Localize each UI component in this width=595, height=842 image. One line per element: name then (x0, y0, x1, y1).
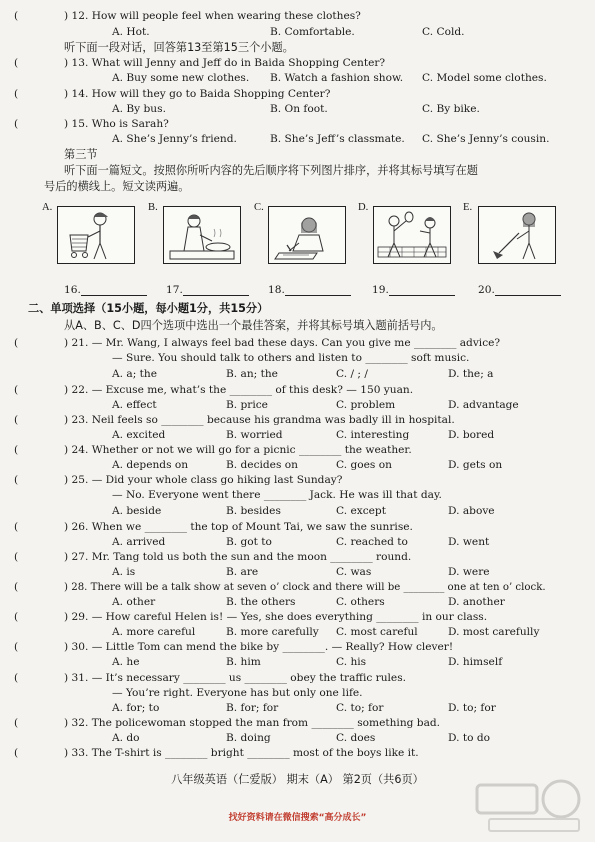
q14-option-c: C. By bike. (422, 103, 480, 115)
blank-19[interactable]: 19. (372, 284, 455, 296)
dialog-intro: 听下面一段对话，回答第13至第15三个小题。 (64, 41, 294, 54)
blank-16[interactable]: 16. (64, 284, 147, 296)
q21-option-d: D. the; a (448, 368, 494, 380)
q30-option-c: C. his (336, 656, 367, 668)
answer-paren: ( (14, 717, 19, 729)
question-21-stem-2: — Sure. You should talk to others and listen to ________ soft music. (112, 352, 470, 364)
question-15-stem: ) 15. Who is Sarah? (64, 118, 169, 130)
blank-18[interactable]: 18. (268, 284, 351, 296)
q26-option-d: D. went (448, 536, 490, 548)
q24-option-b: B. decides on (226, 459, 298, 471)
q22-option-a: A. effect (112, 399, 157, 411)
q25-option-a: A. beside (112, 505, 162, 517)
question-28-stem: ) 28. There will be a talk show at seven o’ clock and there will be ________ one at ten o’ clock. (64, 582, 546, 593)
answer-paren: ( (14, 611, 19, 623)
q22-option-b: B. price (226, 399, 268, 411)
cooking-illustration (164, 207, 240, 263)
promo-banner: 找好资料请在微信搜索“高分成长” (228, 813, 367, 823)
q14-option-b: B. On foot. (270, 103, 328, 115)
answer-paren: ( (14, 384, 19, 396)
shopping-cart-illustration (58, 207, 134, 263)
picture-tennis (373, 206, 451, 264)
answer-paren: ( (14, 444, 19, 456)
q32-option-a: A. do (112, 732, 140, 744)
q15-option-a: A. She’s Jenny’s friend. (112, 133, 237, 145)
q21-option-c: C. / ; / (336, 368, 368, 380)
answer-paren: ( (14, 641, 19, 653)
picture-cooking (163, 206, 241, 264)
picture-label-b: B. (148, 202, 158, 213)
q25-option-b: B. besides (226, 505, 281, 517)
q27-option-d: D. were (448, 566, 490, 578)
question-25-stem: ) 25. — Did your whole class go hiking last Sunday? (64, 474, 343, 486)
q23-option-c: C. interesting (336, 429, 410, 441)
question-32-stem: ) 32. The policewoman stopped the man from ________ something bad. (64, 717, 441, 729)
question-21-stem: ) 21. — Mr. Wang, I always feel bad these days. Can you give me ________ advice? (64, 337, 501, 349)
q26-option-b: B. got to (226, 536, 272, 548)
part-2-instruction: 从A、B、C、D四个选项中选出一个最佳答案，并将其标号填入题前括号内。 (64, 319, 443, 332)
answer-paren: ( (14, 672, 19, 684)
answer-paren: ( (14, 581, 19, 593)
blank-20[interactable]: 20. (478, 284, 561, 296)
question-14-stem: ) 14. How will they go to Baida Shopping Center? (64, 88, 331, 100)
answer-paren: ( (14, 551, 19, 563)
q13-option-b: B. Watch a fashion show. (270, 72, 404, 84)
q23-option-d: D. bored (448, 429, 495, 441)
question-30-stem: ) 30. — Little Tom can mend the bike by ________. — Really? How clever! (64, 641, 454, 653)
watermark-logo-icon (469, 775, 589, 835)
answer-paren: ( (14, 337, 19, 349)
q29-option-a: A. more careful (112, 626, 196, 638)
question-24-stem: ) 24. Whether or not we will go for a picnic ________ the weather. (64, 444, 412, 456)
section-3-instruction-line-2: 号后的横线上。短文读两遍。 (44, 180, 190, 193)
q13-option-c: C. Model some clothes. (422, 72, 547, 84)
question-25-stem-2: — No. Everyone went there ________ Jack. He was ill that day. (112, 489, 442, 501)
q32-option-c: C. does (336, 732, 376, 744)
sweeping-illustration (479, 207, 555, 263)
question-12-stem: ) 12. How will people feel when wearing these clothes? (64, 10, 361, 22)
q15-option-b: B. She’s Jeff’s classmate. (270, 133, 405, 145)
q25-option-c: C. except (336, 505, 386, 517)
q32-option-d: D. to do (448, 732, 491, 744)
question-23-stem: ) 23. Neil feels so ________ because his grandma was badly ill in hospital. (64, 414, 455, 426)
q28-option-d: D. another (448, 596, 505, 608)
q30-option-b: B. him (226, 656, 261, 668)
answer-paren: ( (14, 747, 19, 759)
blank-18-line[interactable] (285, 285, 351, 296)
blank-16-line[interactable] (81, 285, 147, 296)
question-31-stem-2: — You’re right. Everyone has but only one life. (112, 687, 363, 699)
writing-illustration (269, 207, 345, 263)
q12-option-a: A. Hot. (112, 26, 150, 38)
q23-option-a: A. excited (112, 429, 166, 441)
question-13-stem: ) 13. What will Jenny and Jeff do in Baida Shopping Center? (64, 57, 386, 69)
answer-paren: ( (14, 118, 19, 130)
picture-writing (268, 206, 346, 264)
answer-paren: ( (14, 57, 19, 69)
q31-option-d: D. to; for (448, 702, 496, 714)
q27-option-a: A. is (112, 566, 136, 578)
q13-option-a: A. Buy some new clothes. (112, 72, 250, 84)
q23-option-b: B. worried (226, 429, 283, 441)
q28-option-a: A. other (112, 596, 156, 608)
q21-option-a: A. a; the (112, 368, 157, 380)
q31-option-a: A. for; to (112, 702, 160, 714)
picture-sweeping (478, 206, 556, 264)
q22-option-c: C. problem (336, 399, 396, 411)
part-2-heading: 二、单项选择（15小题，每小题1分，共15分） (28, 302, 269, 315)
answer-paren: ( (14, 521, 19, 533)
picture-label-d: D. (358, 202, 369, 213)
q29-option-b: B. more carefully (226, 626, 319, 638)
q30-option-d: D. himself (448, 656, 503, 668)
answer-paren: ( (14, 88, 19, 100)
question-22-stem: ) 22. — Excuse me, what’s the ________ of this desk? — 150 yuan. (64, 384, 414, 396)
q28-option-b: B. the others (226, 596, 296, 608)
q24-option-d: D. gets on (448, 459, 503, 471)
section-3-title: 第三节 (64, 148, 98, 161)
q29-option-d: D. most carefully (448, 626, 540, 638)
question-33-stem: ) 33. The T-shirt is ________ bright ________ most of the boys like it. (64, 747, 419, 759)
answer-paren: ( (14, 474, 19, 486)
page-footer: 八年级英语（仁爱版） 期末（A） 第2页（共6页） (171, 773, 424, 786)
blank-17[interactable]: 17. (166, 284, 249, 296)
q24-option-c: C. goes on (336, 459, 392, 471)
question-27-stem: ) 27. Mr. Tang told us both the sun and the moon ________ round. (64, 551, 412, 563)
q31-option-b: B. for; for (226, 702, 279, 714)
q22-option-d: D. advantage (448, 399, 519, 411)
q15-option-c: C. She’s Jenny’s cousin. (422, 133, 550, 145)
picture-label-e: E. (463, 202, 473, 213)
q14-option-a: A. By bus. (112, 103, 166, 115)
q30-option-a: A. he (112, 656, 140, 668)
q26-option-a: A. arrived (112, 536, 166, 548)
picture-label-c: C. (254, 202, 264, 213)
question-26-stem: ) 26. When we ________ the top of Mount Tai, we saw the sunrise. (64, 521, 413, 533)
question-29-stem: ) 29. — How careful Helen is! — Yes, she does everything ________ in our class. (64, 611, 488, 623)
q12-option-b: B. Comfortable. (270, 26, 355, 38)
answer-paren: ( (14, 10, 19, 22)
picture-shopping-cart (57, 206, 135, 264)
blank-17-line[interactable] (183, 285, 249, 296)
q31-option-c: C. to; for (336, 702, 384, 714)
q24-option-a: A. depends on (112, 459, 189, 471)
blank-20-line[interactable] (495, 285, 561, 296)
q27-option-b: B. are (226, 566, 259, 578)
q28-option-c: C. others (336, 596, 385, 608)
q25-option-d: D. above (448, 505, 495, 517)
q21-option-b: B. an; the (226, 368, 278, 380)
q12-option-c: C. Cold. (422, 26, 465, 38)
answer-paren: ( (14, 414, 19, 426)
q27-option-c: C. was (336, 566, 372, 578)
q32-option-b: B. doing (226, 732, 271, 744)
q26-option-c: C. reached to (336, 536, 408, 548)
section-3-instruction-line-1: 听下面一篇短文。按照你所听内容的先后顺序将下列图片排序，并将其标号填写在题 (64, 164, 478, 177)
picture-label-a: A. (42, 202, 53, 213)
question-31-stem: ) 31. — It’s necessary ________ us ________ obey the traffic rules. (64, 672, 407, 684)
blank-19-line[interactable] (389, 285, 455, 296)
q29-option-c: C. most careful (336, 626, 418, 638)
tennis-illustration (374, 207, 450, 263)
